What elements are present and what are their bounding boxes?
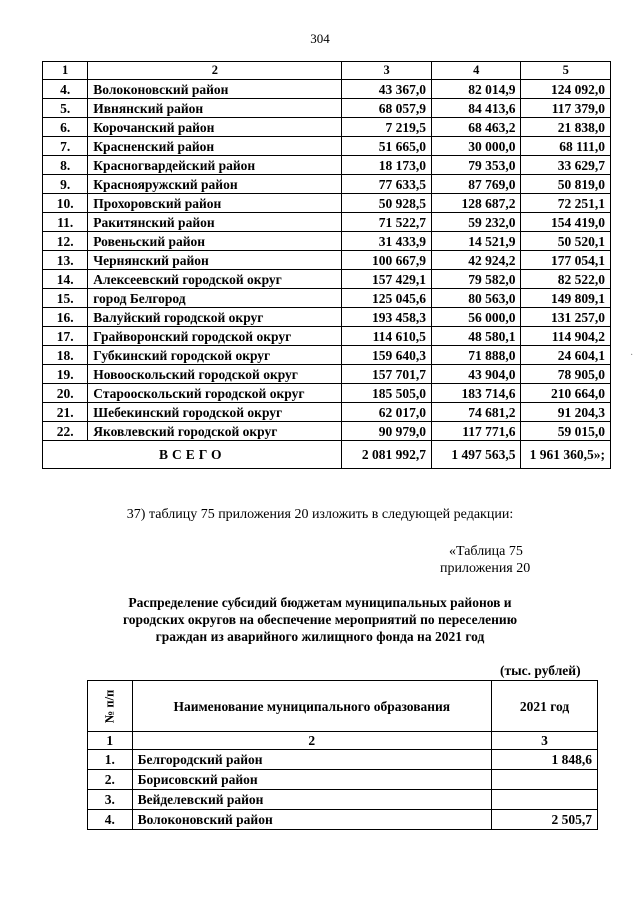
header-col-3: 3 xyxy=(342,62,432,80)
index-col-2: 2 xyxy=(132,732,491,750)
row-col-4: 117 771,6 xyxy=(431,422,521,441)
table-row xyxy=(43,175,611,194)
subsidy-table-continued xyxy=(42,61,611,469)
table-header-row xyxy=(43,62,611,80)
row-col-4: 14 521,9 xyxy=(431,232,521,251)
row-col-5: 24 604,1 xyxy=(521,346,611,365)
table-row xyxy=(43,80,611,99)
table2-row xyxy=(88,750,598,770)
row-number: 22. xyxy=(43,422,88,441)
row-value: 2 505,7 xyxy=(492,810,598,830)
row-name: Новооскольский городской округ xyxy=(88,365,342,384)
row-name: Старооскольский городской округ xyxy=(88,384,342,403)
table-row xyxy=(43,384,611,403)
row-name: Борисовский район xyxy=(132,770,491,790)
row-number: 6. xyxy=(43,118,88,137)
row-name: Чернянский район xyxy=(88,251,342,270)
header-col-1: 1 xyxy=(43,62,88,80)
row-name: Прохоровский район xyxy=(88,194,342,213)
row-name: Ровеньский район xyxy=(88,232,342,251)
row-number: 15. xyxy=(43,289,88,308)
row-name: Белгородский район xyxy=(132,750,491,770)
row-col-3: 90 979,0 xyxy=(342,422,432,441)
table-caption-number: «Таблица 75 xyxy=(449,544,523,559)
row-col-3: 159 640,3 xyxy=(342,346,432,365)
row-col-5: 72 251,1 xyxy=(521,194,611,213)
row-col-5: 78 905,0 xyxy=(521,365,611,384)
table-row xyxy=(43,213,611,232)
row-col-5: 82 522,0 xyxy=(521,270,611,289)
subsidy-table-2021 xyxy=(87,680,598,830)
row-col-4: 74 681,2 xyxy=(431,403,521,422)
total-c3: 2 081 992,7 xyxy=(342,441,432,469)
row-number: 1. xyxy=(88,750,133,770)
row-number: 11. xyxy=(43,213,88,232)
row-number: 16. xyxy=(43,308,88,327)
row-col-3: 157 429,1 xyxy=(342,270,432,289)
table2-row xyxy=(88,770,598,790)
row-col-4: 79 582,0 xyxy=(431,270,521,289)
row-col-5: 117 379,0 xyxy=(521,99,611,118)
header-col-2: 2 xyxy=(88,62,342,80)
row-name: Вейделевский район xyxy=(132,790,491,810)
row-col-4: 43 904,0 xyxy=(431,365,521,384)
table-row xyxy=(43,156,611,175)
row-value: 1 848,6 xyxy=(492,750,598,770)
row-name: город Белгород xyxy=(88,289,342,308)
table-row xyxy=(43,403,611,422)
row-name: Ивнянский район xyxy=(88,99,342,118)
header-year: 2021 год xyxy=(492,681,598,732)
row-name: Ракитянский район xyxy=(88,213,342,232)
header-col-5: 5 xyxy=(521,62,611,80)
table-row xyxy=(43,194,611,213)
table2-header-row xyxy=(88,681,598,732)
row-number: 8. xyxy=(43,156,88,175)
table-row xyxy=(43,422,611,441)
row-name: Яковлевский городской округ xyxy=(88,422,342,441)
row-col-5: 149 809,1 xyxy=(521,289,611,308)
row-col-5: 50 520,1 xyxy=(521,232,611,251)
table-row xyxy=(43,118,611,137)
page-number: 304 xyxy=(310,31,330,46)
total-label: ВСЕГО xyxy=(43,441,342,469)
row-col-3: 7 219,5 xyxy=(342,118,432,137)
row-number: 17. xyxy=(43,327,88,346)
row-number: 9. xyxy=(43,175,88,194)
table-row xyxy=(43,251,611,270)
header-number xyxy=(88,681,133,732)
row-col-4: 183 714,6 xyxy=(431,384,521,403)
table-row xyxy=(43,346,611,365)
row-name: Красненский район xyxy=(88,137,342,156)
header-col-4: 4 xyxy=(431,62,521,80)
row-col-3: 50 928,5 xyxy=(342,194,432,213)
row-col-3: 114 610,5 xyxy=(342,327,432,346)
row-col-5: 21 838,0 xyxy=(521,118,611,137)
table-row xyxy=(43,365,611,384)
row-col-3: 18 173,0 xyxy=(342,156,432,175)
row-name: Губкинский городской округ xyxy=(88,346,342,365)
row-col-4: 82 014,9 xyxy=(431,80,521,99)
row-col-3: 193 458,3 xyxy=(342,308,432,327)
unit-label: (тыс. рублей) xyxy=(500,663,581,678)
table-row xyxy=(43,137,611,156)
row-col-4: 128 687,2 xyxy=(431,194,521,213)
row-col-4: 56 000,0 xyxy=(431,308,521,327)
row-col-3: 100 667,9 xyxy=(342,251,432,270)
table-row xyxy=(43,99,611,118)
total-row xyxy=(43,441,611,469)
table-row xyxy=(43,232,611,251)
table-row xyxy=(43,270,611,289)
table-title xyxy=(60,594,580,645)
row-number: 10. xyxy=(43,194,88,213)
row-number: 5. xyxy=(43,99,88,118)
row-col-5: 114 904,2 xyxy=(521,327,611,346)
row-number: 21. xyxy=(43,403,88,422)
row-col-4: 80 563,0 xyxy=(431,289,521,308)
title-line-3: граждан из аварийного жилищного фонда на 2021 год xyxy=(155,629,485,644)
row-col-3: 31 433,9 xyxy=(342,232,432,251)
row-value xyxy=(492,790,598,810)
row-col-4: 59 232,0 xyxy=(431,213,521,232)
row-col-4: 68 463,2 xyxy=(431,118,521,137)
row-number: 4. xyxy=(88,810,133,830)
row-col-4: 79 353,0 xyxy=(431,156,521,175)
table2-index-row xyxy=(88,732,598,750)
row-col-4: 30 000,0 xyxy=(431,137,521,156)
row-name: Шебекинский городской округ xyxy=(88,403,342,422)
row-col-3: 125 045,6 xyxy=(342,289,432,308)
row-col-4: 87 769,0 xyxy=(431,175,521,194)
row-col-3: 185 505,0 xyxy=(342,384,432,403)
row-name: Волоконовский район xyxy=(88,80,342,99)
total-c5: 1 961 360,5»; xyxy=(521,441,611,469)
row-name: Алексеевский городской округ xyxy=(88,270,342,289)
row-col-5: 177 054,1 xyxy=(521,251,611,270)
row-col-5: 131 257,0 xyxy=(521,308,611,327)
row-col-3: 62 017,0 xyxy=(342,403,432,422)
row-col-4: 84 413,6 xyxy=(431,99,521,118)
row-number: 14. xyxy=(43,270,88,289)
index-col-3: 3 xyxy=(492,732,598,750)
row-col-5: 210 664,0 xyxy=(521,384,611,403)
title-line-2: городских округов на обеспечение мероприятий по переселению xyxy=(122,612,518,627)
table-row xyxy=(43,308,611,327)
header-name: Наименование муниципального образования xyxy=(132,681,491,732)
row-number: 7. xyxy=(43,137,88,156)
row-value xyxy=(492,770,598,790)
total-c4: 1 497 563,5 xyxy=(431,441,521,469)
row-name: Волоконовский район xyxy=(132,810,491,830)
header-number-label: № п/п xyxy=(102,689,117,724)
table-row xyxy=(43,327,611,346)
row-col-5: 59 015,0 xyxy=(521,422,611,441)
scan-dot: · xyxy=(630,350,634,361)
row-number: 2. xyxy=(88,770,133,790)
row-col-3: 157 701,7 xyxy=(342,365,432,384)
row-col-4: 71 888,0 xyxy=(431,346,521,365)
row-col-3: 51 665,0 xyxy=(342,137,432,156)
amendment-instruction: 37) таблицу 75 приложения 20 изложить в следующей редакции: xyxy=(126,507,514,522)
row-number: 3. xyxy=(88,790,133,810)
row-number: 4. xyxy=(43,80,88,99)
row-name: Валуйский городской округ xyxy=(88,308,342,327)
table2-row xyxy=(88,810,598,830)
row-col-5: 50 819,0 xyxy=(521,175,611,194)
row-name: Красногвардейский район xyxy=(88,156,342,175)
row-col-5: 68 111,0 xyxy=(521,137,611,156)
row-number: 20. xyxy=(43,384,88,403)
row-number: 12. xyxy=(43,232,88,251)
title-line-1: Распределение субсидий бюджетам муниципальных районов и xyxy=(128,595,512,610)
row-col-3: 43 367,0 xyxy=(342,80,432,99)
row-col-3: 77 633,5 xyxy=(342,175,432,194)
row-col-5: 154 419,0 xyxy=(521,213,611,232)
row-name: Грайворонский городской округ xyxy=(88,327,342,346)
row-col-4: 48 580,1 xyxy=(431,327,521,346)
index-col-1: 1 xyxy=(88,732,133,750)
row-col-5: 33 629,7 xyxy=(521,156,611,175)
row-name: Краснояружский район xyxy=(88,175,342,194)
row-col-4: 42 924,2 xyxy=(431,251,521,270)
row-number: 13. xyxy=(43,251,88,270)
row-name: Корочанский район xyxy=(88,118,342,137)
table-row xyxy=(43,289,611,308)
row-col-5: 91 204,3 xyxy=(521,403,611,422)
row-number: 19. xyxy=(43,365,88,384)
table-caption-appendix: приложения 20 xyxy=(440,561,531,576)
row-number: 18. xyxy=(43,346,88,365)
row-col-5: 124 092,0 xyxy=(521,80,611,99)
row-col-3: 71 522,7 xyxy=(342,213,432,232)
table2-row xyxy=(88,790,598,810)
row-col-3: 68 057,9 xyxy=(342,99,432,118)
